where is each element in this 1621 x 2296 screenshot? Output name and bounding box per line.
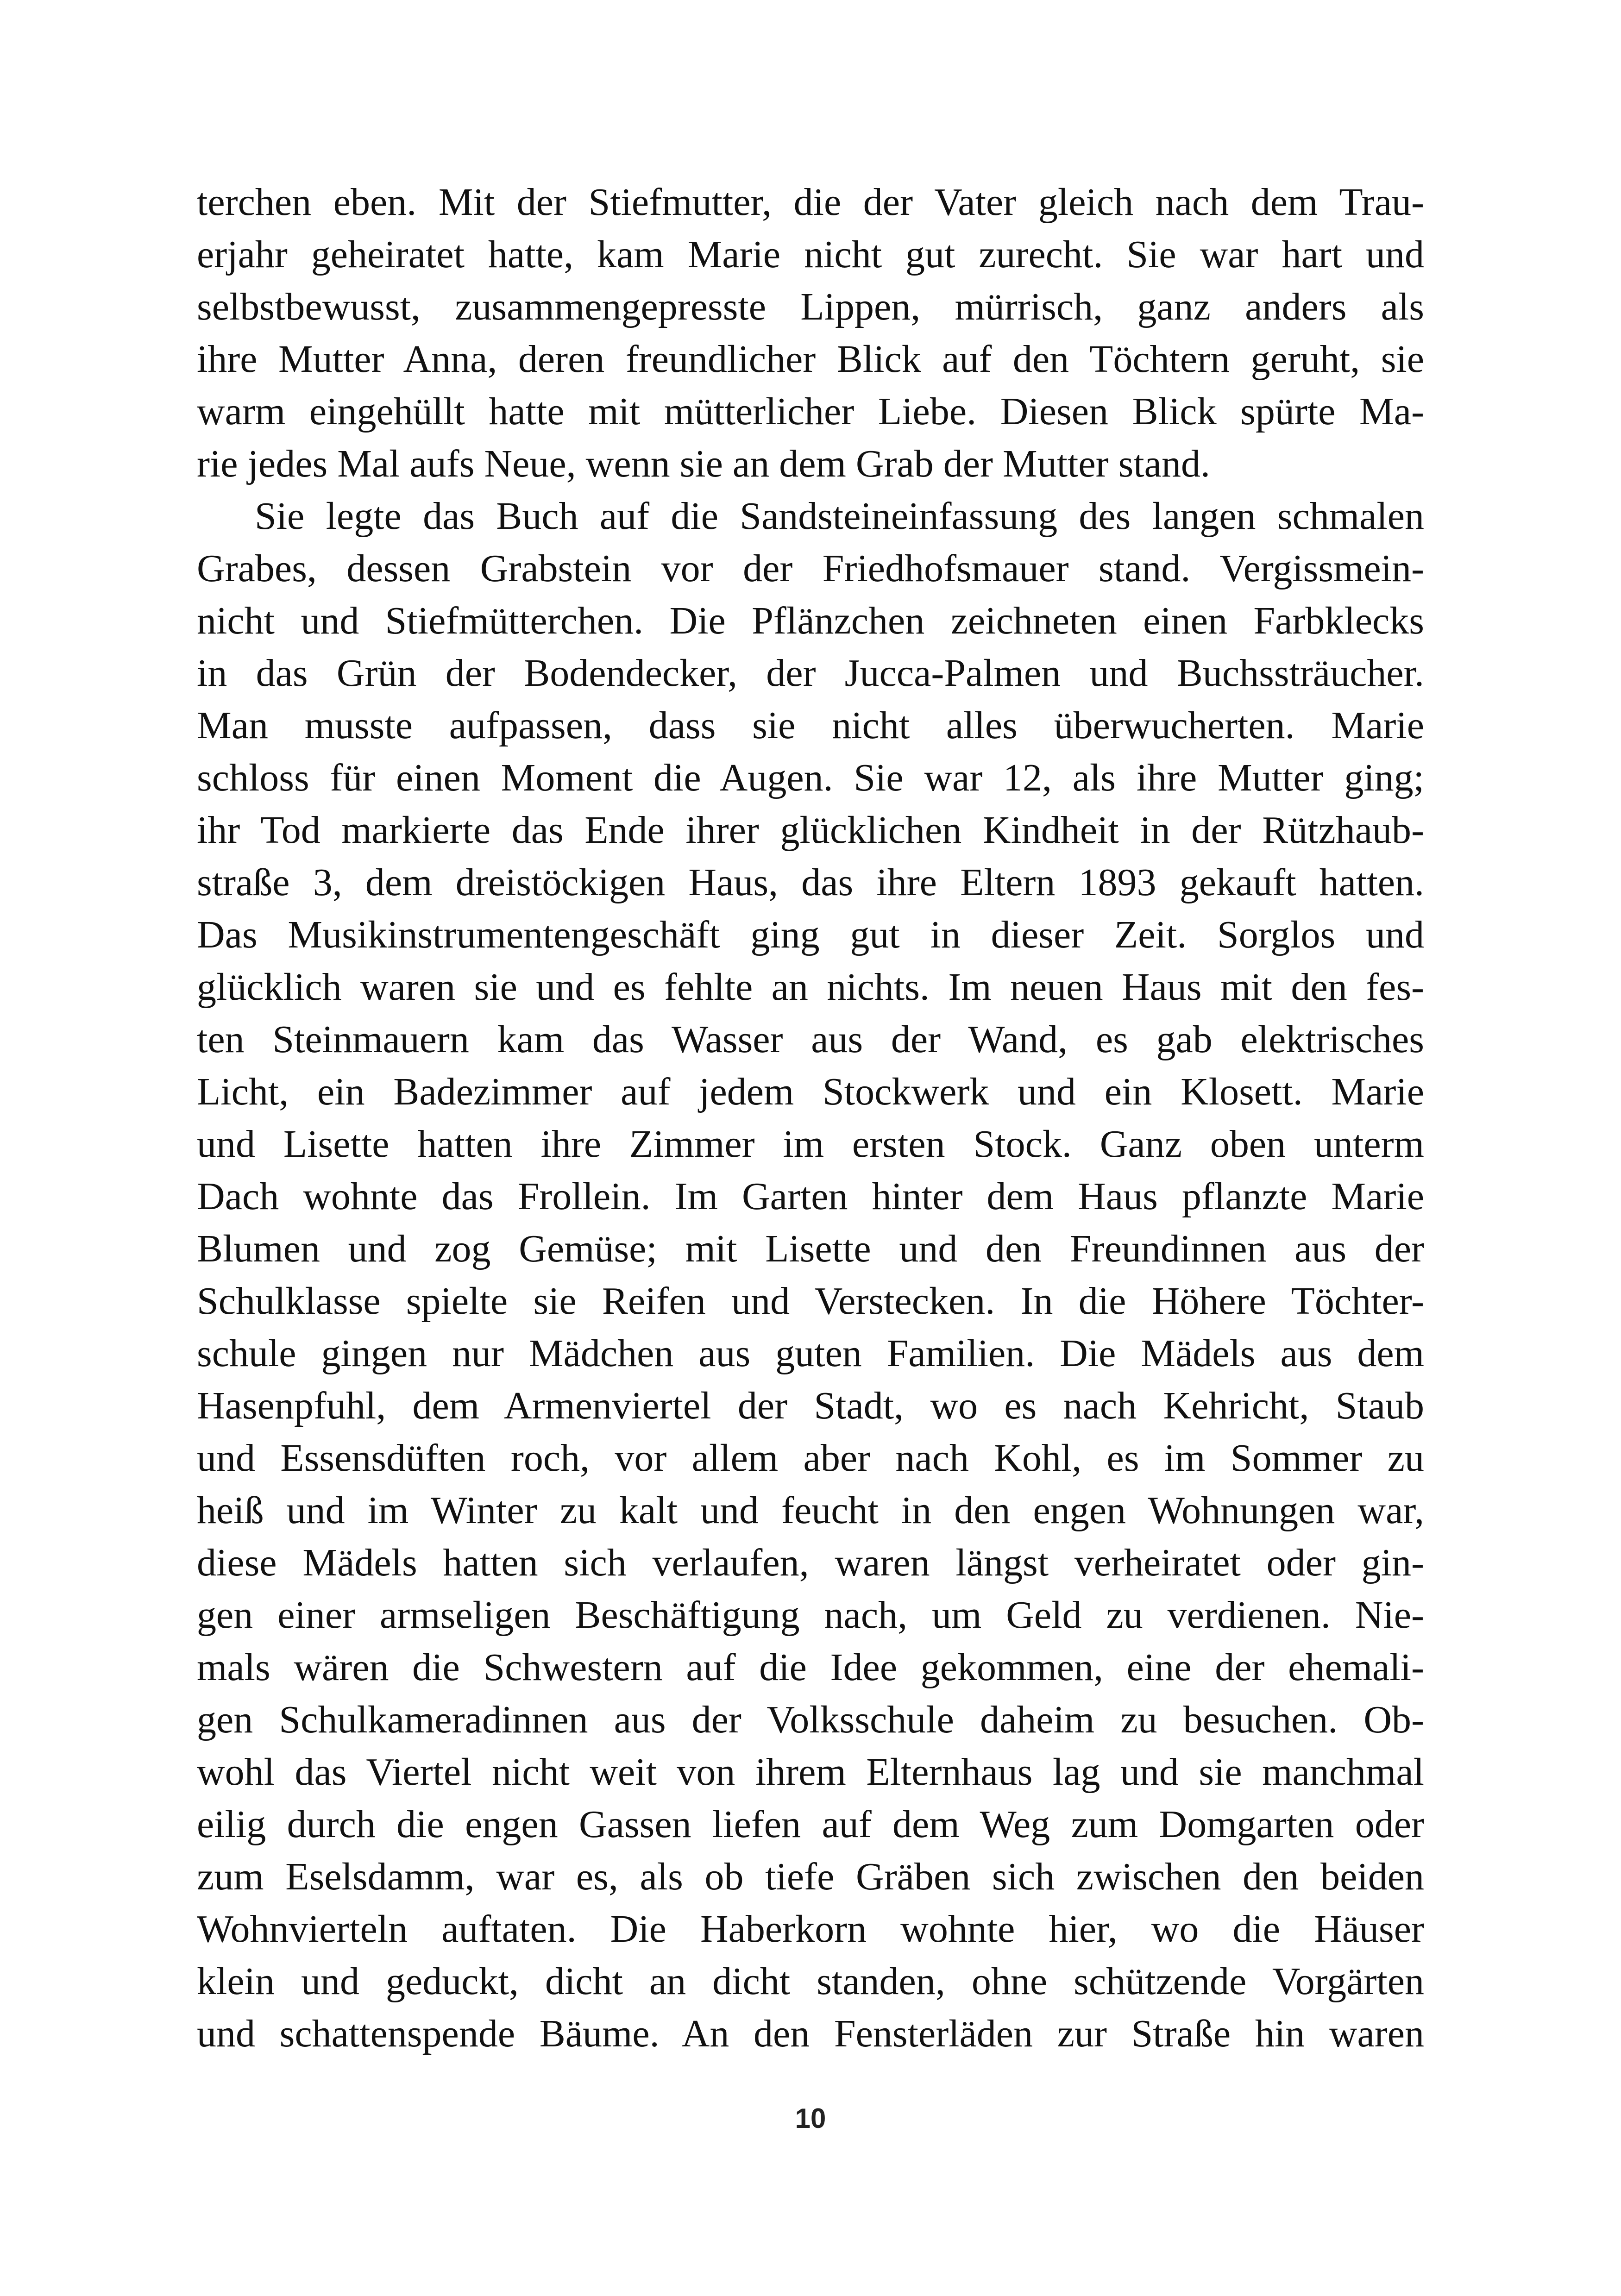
text-line: erjahr geheiratet hatte, kam Marie nicht gut zurecht. Sie war hart und xyxy=(197,233,1424,276)
text-line: in das Grün der Bodendecker, der Jucca-Palmen und Buchssträucher. xyxy=(197,652,1424,695)
text-line: schule gingen nur Mädchen aus guten Familien. Die Mädels aus dem xyxy=(197,1332,1424,1375)
text-line: Licht, ein Badezimmer auf jedem Stockwerk und ein Klosett. Marie xyxy=(197,1070,1424,1113)
text-line: warm eingehüllt hatte mit mütterlicher Liebe. Diesen Blick spürte Ma- xyxy=(197,390,1424,433)
text-line: zum Eselsdamm, war es, als ob tiefe Gräben sich zwischen den beiden xyxy=(197,1855,1424,1898)
text-line: ihr Tod markierte das Ende ihrer glücklichen Kindheit in der Rützhaub- xyxy=(197,809,1424,852)
text-line: und schattenspende Bäume. An den Fensterläden zur Straße hin waren xyxy=(197,2012,1424,2055)
text-line: gen Schulkameradinnen aus der Volksschule daheim zu besuchen. Ob- xyxy=(197,1698,1424,1741)
text-line: Grabes, dessen Grabstein vor der Friedhofsmauer stand. Vergissmein- xyxy=(197,547,1424,590)
text-line: mals wären die Schwestern auf die Idee gekommen, eine der ehemali- xyxy=(197,1646,1424,1689)
paragraph-first-line: Sie legte das Buch auf die Sandsteineinfassung des langen schmalen xyxy=(255,495,1424,538)
text-line: glücklich waren sie und es fehlte an nichts. Im neuen Haus mit den fes- xyxy=(197,966,1424,1009)
text-line: wohl das Viertel nicht weit von ihrem Elternhaus lag und sie manchmal xyxy=(197,1750,1424,1794)
text-line: Hasenpfuhl, dem Armenviertel der Stadt, wo es nach Kehricht, Staub xyxy=(197,1384,1424,1427)
text-line: nicht und Stiefmütterchen. Die Pflänzchen zeichneten einen Farbklecks xyxy=(197,599,1424,642)
body-text xyxy=(197,176,1424,2060)
text-line: klein und geduckt, dicht an dicht standen, ohne schützende Vorgärten xyxy=(197,1960,1424,2003)
text-line: Schulklasse spielte sie Reifen und Verstecken. In die Höhere Töchter- xyxy=(197,1280,1424,1323)
text-line: ten Steinmauern kam das Wasser aus der Wand, es gab elektrisches xyxy=(197,1018,1424,1061)
text-line: Man musste aufpassen, dass sie nicht alles überwucherten. Marie xyxy=(197,704,1424,747)
text-line: terchen eben. Mit der Stiefmutter, die der Vater gleich nach dem Trau- xyxy=(197,181,1424,224)
text-line: und Lisette hatten ihre Zimmer im ersten Stock. Ganz oben unterm xyxy=(197,1123,1424,1166)
text-line: Wohnvierteln auftaten. Die Haberkorn wohnte hier, wo die Häuser xyxy=(197,1907,1424,1951)
text-line: straße 3, dem dreistöckigen Haus, das ihre Eltern 1893 gekauft hatten. xyxy=(197,861,1424,904)
text-line: gen einer armseligen Beschäftigung nach, um Geld zu verdienen. Nie- xyxy=(197,1593,1424,1637)
text-line: und Essensdüften roch, vor allem aber nach Kohl, es im Sommer zu xyxy=(197,1437,1424,1480)
text-line: eilig durch die engen Gassen liefen auf dem Weg zum Domgarten oder xyxy=(197,1803,1424,1846)
text-line: heiß und im Winter zu kalt und feucht in den engen Wohnungen war, xyxy=(197,1489,1424,1532)
text-line: selbstbewusst, zusammengepresste Lippen, mürrisch, ganz anders als xyxy=(197,285,1424,328)
text-line: ihre Mutter Anna, deren freundlicher Blick auf den Töchtern geruht, sie xyxy=(197,338,1424,381)
text-line: Blumen und zog Gemüse; mit Lisette und den Freundinnen aus der xyxy=(197,1227,1424,1270)
text-line: Dach wohnte das Frollein. Im Garten hinter dem Haus pflanzte Marie xyxy=(197,1175,1424,1218)
text-line: diese Mädels hatten sich verlaufen, waren längst verheiratet oder gin- xyxy=(197,1541,1424,1584)
text-line: Das Musikinstrumentengeschäft ging gut in dieser Zeit. Sorglos und xyxy=(197,913,1424,956)
text-line: rie jedes Mal aufs Neue, wenn sie an dem Grab der Mutter stand. xyxy=(197,442,1210,485)
text-line: schloss für einen Moment die Augen. Sie war 12, als ihre Mutter ging; xyxy=(197,756,1424,799)
page-number: 10 xyxy=(795,2103,826,2134)
